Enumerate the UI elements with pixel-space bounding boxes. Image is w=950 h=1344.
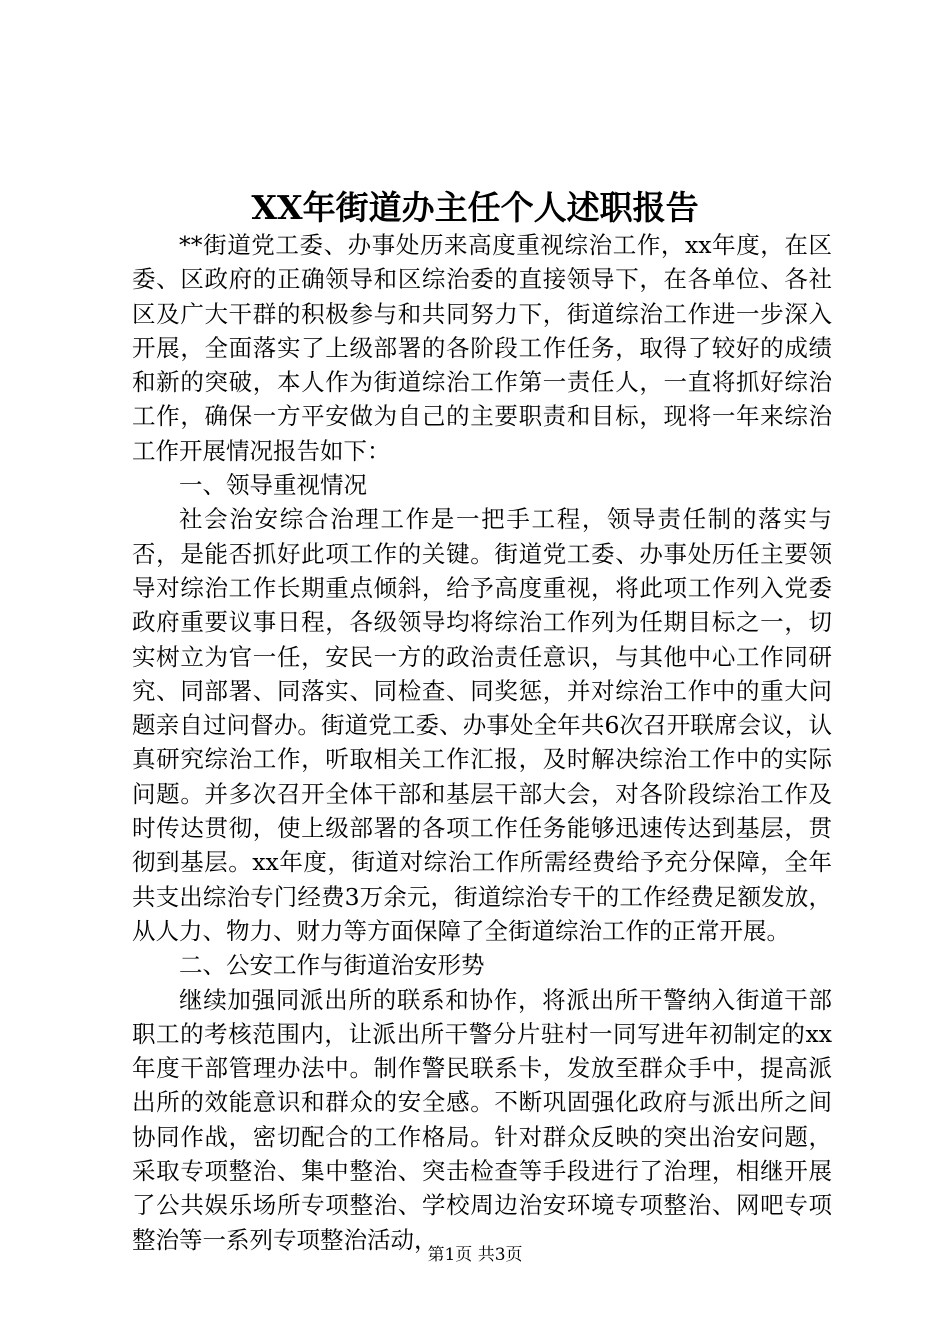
document-title: XX年街道办主任个人述职报告 [251, 188, 699, 227]
section-2-paragraph: 继续加强同派出所的联系和协作，将派出所干警纳入街道干部职工的考核范围内，让派出所干警分片驻村一同写进年初制定的xx年度干部管理办法中。制作警民联系卡，发放至群众手中，提高派出所的效能意识和群众的安全感。不断巩固强化政府与派出所之间协同作战，密切配合的工作格局。针对群众反映的突出治安问题，采取专项整治、集中整治、突击检查等手段进行了治理，相继开展了公共娱乐场所专项整治、学校周边治安环境专项整治、网吧专项整治等一系列专项整治活动， [132, 985, 832, 1254]
section-1-paragraph: 社会治安综合治理工作是一把手工程，领导责任制的落实与否，是能否抓好此项工作的关键。街道党工委、办事处历任主要领导对综治工作长期重点倾斜，给予高度重视，将此项工作列入党委政府重要议事日程，各级领导均将综治工作列为任期目标之一，切实树立为官一任，安民一方的政治责任意识，与其他中心工作同研究、同部署、同落实、同检查、同奖惩，并对综治工作中的重大问题亲自过问督办。街道党工委、办事处全年共6次召开联席会议，认真研究综治工作，听取相关工作汇报，及时解决综治工作中的实际问题。并多次召开全体干部和基层干部大会，对各阶段综治工作及时传达贯彻，使上级部署的各项工作任务能够迅速传达到基层，贯彻到基层。xx年度，街道对综治工作所需经费给予充分保障，全年共支出综治专门经费3万余元，街道综治专干的工作经费足额发放，从人力、物力、财力等方面保障了全街道综治工作的正常开展。 [132, 505, 832, 945]
document-body [132, 228, 832, 1257]
intro-paragraph: **街道党工委、办事处历来高度重视综治工作，xx年度，在区委、区政府的正确领导和区综治委的直接领导下，在各单位、各社区及广大干群的积极参与和共同努力下，街道综治工作进一步深入开展，全面落实了上级部署的各阶段工作任务，取得了较好的成绩和新的突破，本人作为街道综治工作第一责任人，一直将抓好综治工作，确保一方平安做为自己的主要职责和目标，现将一年来综治工作开展情况报告如下： [132, 231, 832, 465]
page-number-footer: 第1页 共3页 [427, 1245, 523, 1265]
section-heading-2: 二、公安工作与街道治安形势 [179, 951, 485, 980]
section-heading-1: 一、领导重视情况 [179, 471, 367, 500]
